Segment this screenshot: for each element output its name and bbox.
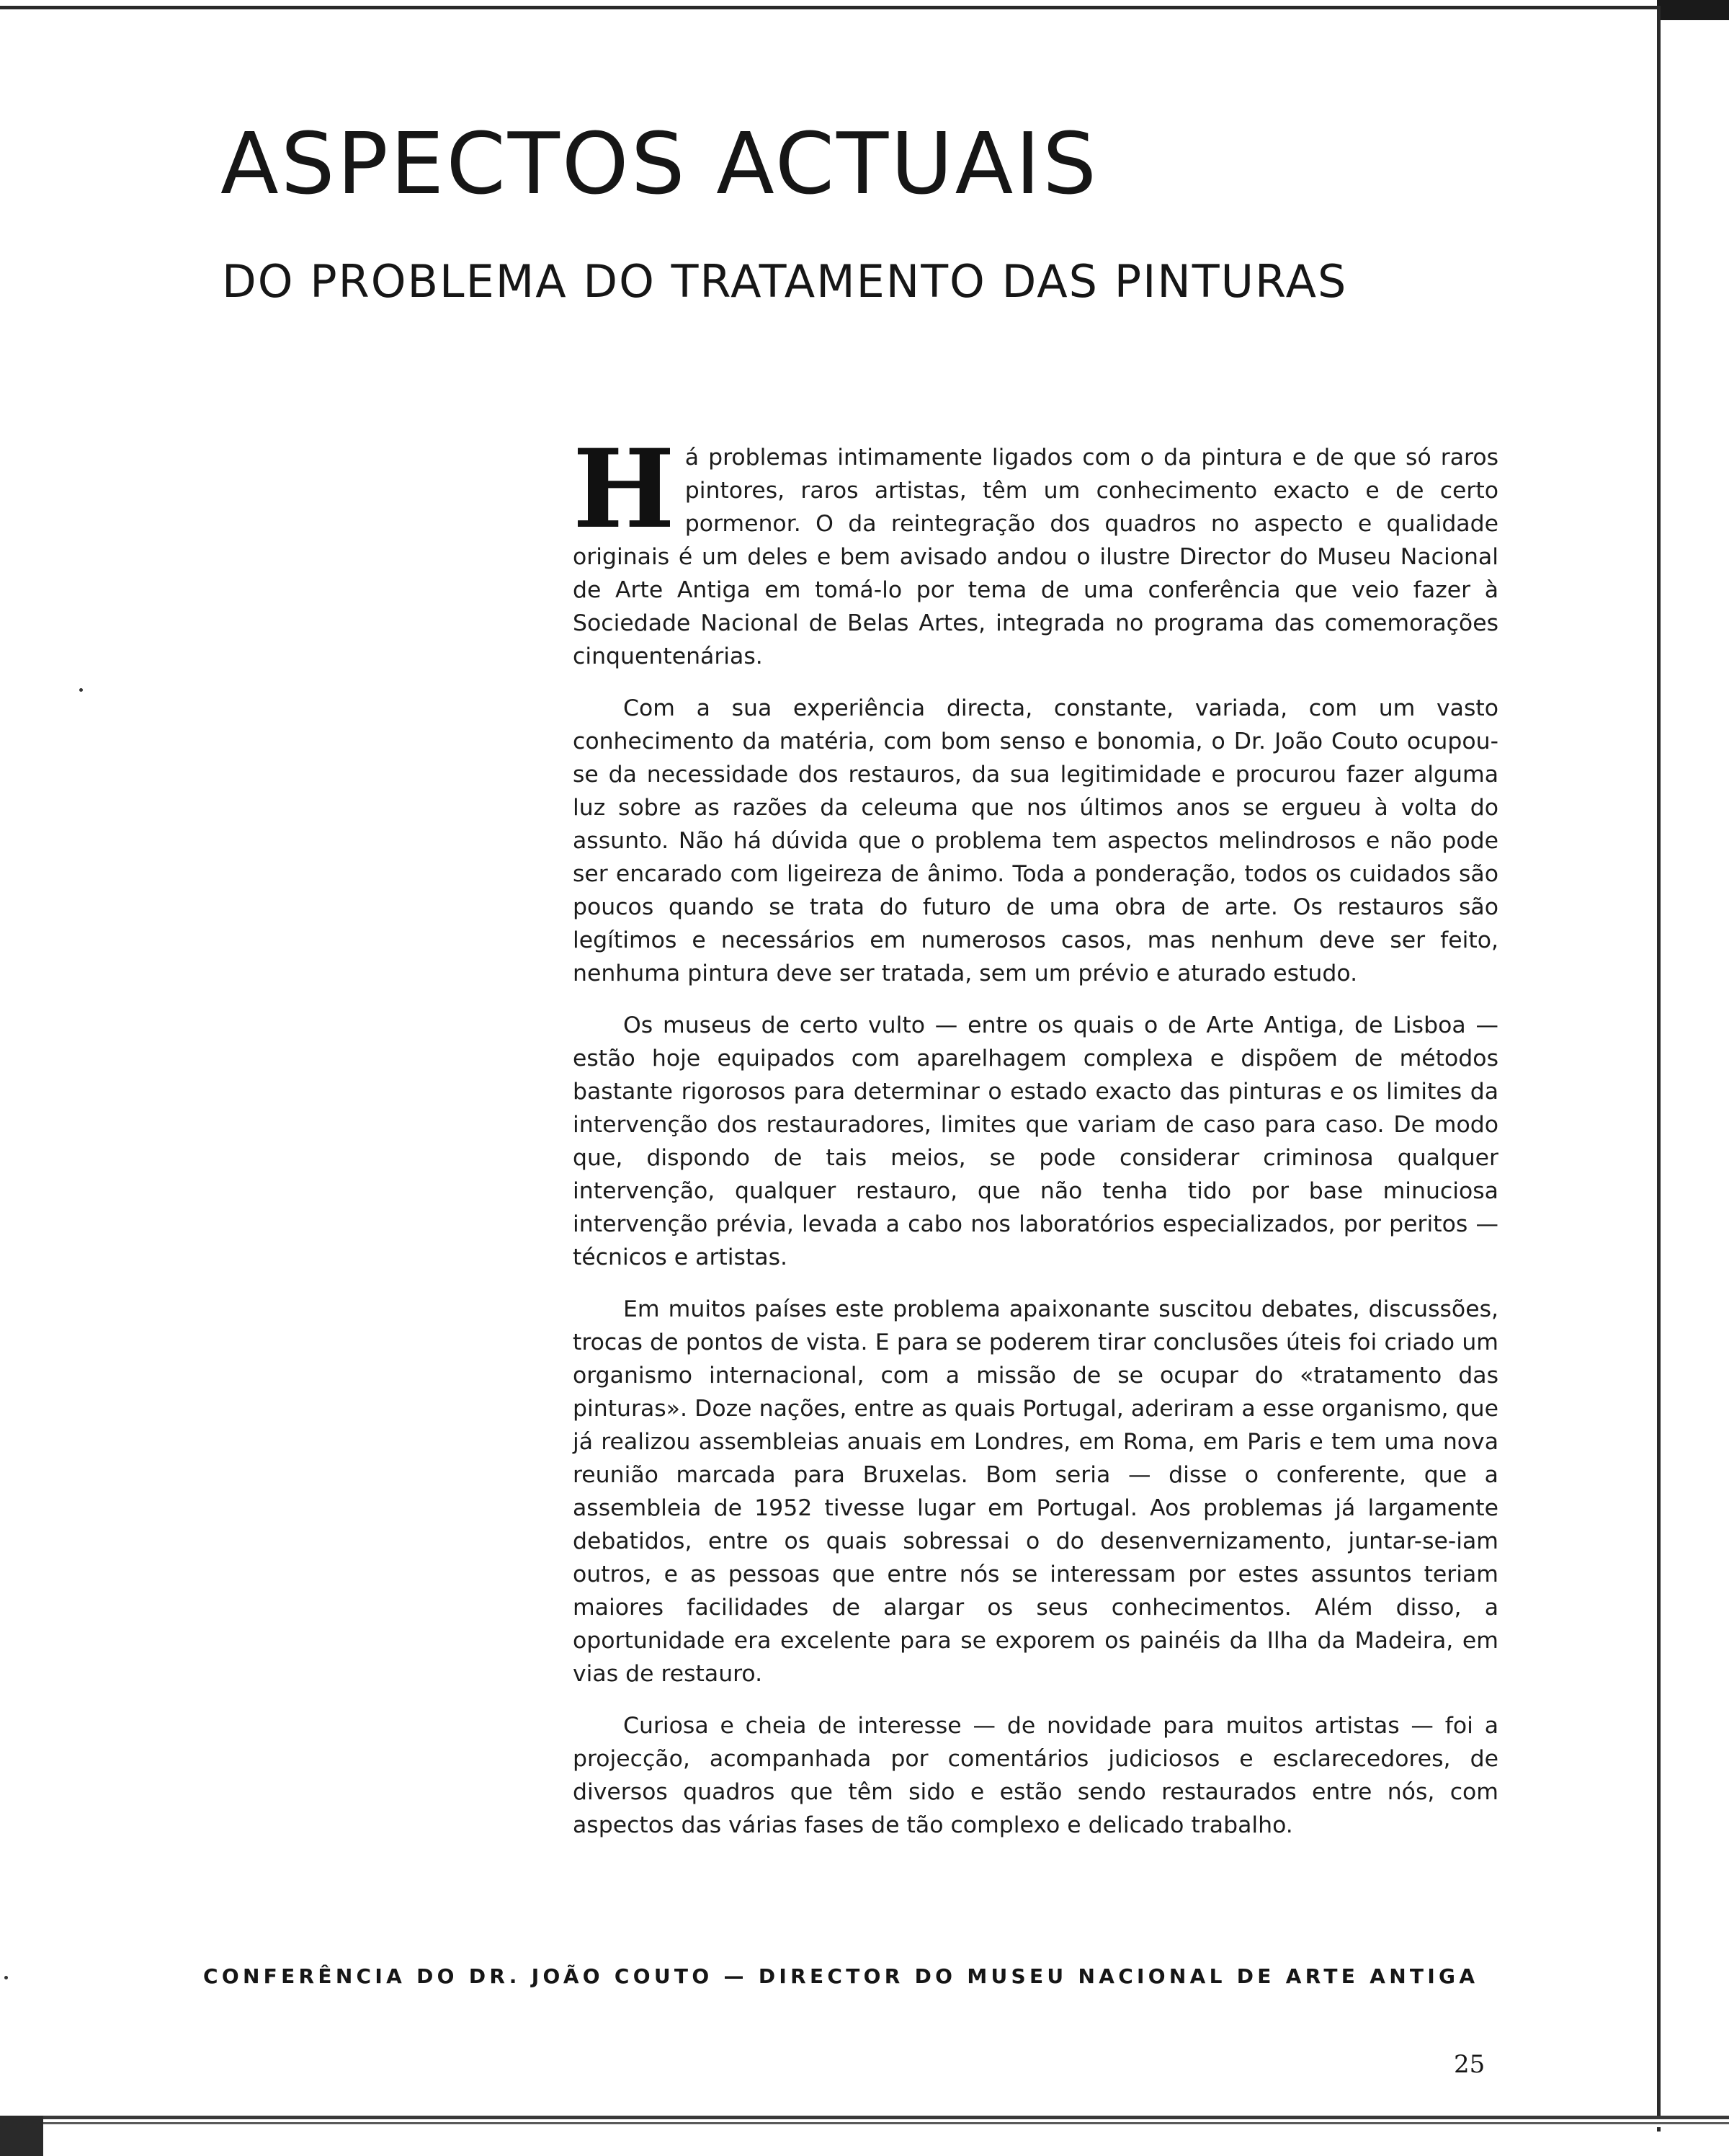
article-body xyxy=(573,375,1498,1861)
scan-speck xyxy=(79,688,83,692)
scan-speck xyxy=(4,1976,8,1979)
drop-cap: H xyxy=(573,426,675,553)
article-paragraph-3: Os museus de certo vulto — entre os quais o de Arte Antiga, de Lisboa — estão hoje equipados com aparelhagem complexa e dispõem de métodos bastante rigorosos para determinar o estado exacto das pinturas e os limites da intervenção dos restauradores, limites que variam de caso para caso. De modo que, dispondo de tais meios, se pode considerar criminosa qualquer intervenção, qualquer restauro, que não tenha tido por base minuciosa intervenção prévia, levada a cabo nos laboratórios especializados, por peritos — técnicos e artistas. xyxy=(573,1012,1498,1270)
footer-credit: CONFERÊNCIA DO DR. JOÃO COUTO — DIRECTOR DO MUSEU NACIONAL DE ARTE ANTIGA xyxy=(203,1964,1479,1988)
page-subtitle: DO PROBLEMA DO TRATAMENTO DAS PINTURAS xyxy=(222,255,1348,308)
page-edge-bottom xyxy=(0,2116,1729,2127)
page-edge-corner xyxy=(1657,0,1729,20)
article-paragraph-4: Em muitos países este problema apaixonante suscitou debates, discussões, trocas de pontos de vista. E para se poderem tirar conclusões úteis foi criado um organismo internacional, com a missão de se ocupar do «tratamento das pinturas». Doze nações, entre as quais Portugal, aderiram a esse organismo, que já realizou assembleias anuais em Londres, em Roma, em Paris e tem uma nova reunião marcada para Bruxelas. Bom seria — disse o conferente, que a assembleia de 1952 tivesse lugar em Portugal. Aos problemas já largamente debatidos, entre os quais sobressai o do desenvernizamento, juntar-se-iam outros, e as pessoas que entre nós se interessam por estes assuntos teriam maiores facilidades de alargar os seus conhecimentos. Além disso, a oportunidade era excelente para se exporem os painéis da Ilha da Madeira, em vias de restauro. xyxy=(573,1296,1498,1687)
page-edge-right xyxy=(1657,6,1661,2132)
article-paragraph-1 xyxy=(573,375,1498,673)
drop-cap-spacer xyxy=(573,375,1498,441)
article-paragraph-2: Com a sua experiência directa, constante, variada, com um vasto conhecimento da matéria, com bom senso e bonomia, o Dr. João Couto ocupou-se da necessidade dos restauros, da sua legitimidade e procurou fazer alguma luz sobre as razões da celeuma que nos últimos anos se ergueu à volta do assunto. Não há dúvida que o problema tem aspectos melindrosos e não pode ser encarado com ligeireza de ânimo. Toda a ponderação, todos os cuidados são poucos quando se trata do futuro de uma obra de arte. Os restauros são legítimos e necessários em numerosos casos, mas nenhum deve ser feito, nenhuma pintura deve ser tratada, sem um prévio e aturado estudo. xyxy=(573,695,1498,986)
article-paragraph-1-text: á problemas intimamente ligados com o da pintura e de que só raros pintores, raros artistas, têm um conhecimento exacto e de certo pormenor. O da reintegração dos quadros no aspecto e qualidade originais é um deles e bem avisado andou o ilustre Director do Museu Nacional de Arte Antiga em tomá-lo por tema de uma conferência que veio fazer à Sociedade Nacional de Belas Artes, integrada no programa das comemorações cinquentenárias. xyxy=(573,445,1498,669)
page-title: ASPECTOS ACTUAIS xyxy=(220,114,1099,213)
page-edge-top xyxy=(0,6,1657,9)
article-paragraph-5: Curiosa e cheia de interesse — de novidade para muitos artistas — foi a projecção, acompanhada por comentários judiciosos e esclarecedores, de diversos quadros que têm sido e estão sendo restaurados entre nós, com aspectos das várias fases de tão complexo e delicado trabalho. xyxy=(573,1713,1498,1838)
page-edge-bottom-left xyxy=(0,2116,43,2156)
page-number: 25 xyxy=(1454,2050,1485,2079)
